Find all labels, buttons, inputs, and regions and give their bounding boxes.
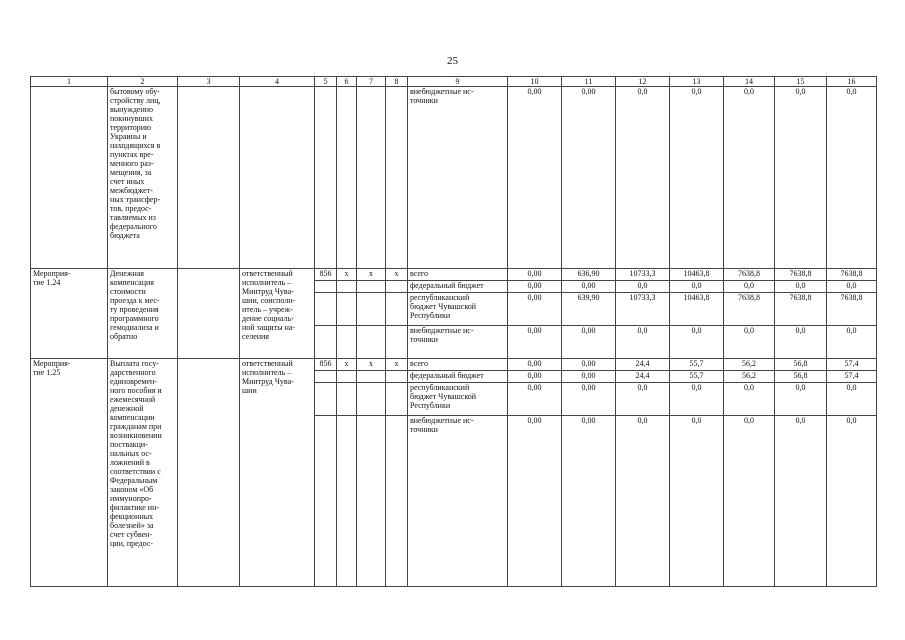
code-cell bbox=[315, 293, 337, 326]
code-cell bbox=[337, 326, 357, 359]
column-number-2: 2 bbox=[108, 77, 178, 87]
column-number-9: 9 bbox=[408, 77, 508, 87]
activity-id: Мероприя- тие 1.25 bbox=[31, 359, 108, 587]
table-row bbox=[31, 359, 877, 371]
value-cell: 0,0 bbox=[827, 326, 877, 359]
code-cell bbox=[386, 383, 408, 416]
value-cell: 7638,8 bbox=[827, 293, 877, 326]
responsible-executor: ответственный исполнитель – Минтруд Чува- шии bbox=[240, 359, 315, 587]
code-cell bbox=[357, 326, 386, 359]
value-cell: 0,0 bbox=[724, 383, 775, 416]
column-number-10: 10 bbox=[508, 77, 562, 87]
column-number-1: 1 bbox=[31, 77, 108, 87]
value-cell: 7638,8 bbox=[724, 269, 775, 281]
value-cell: 0,0 bbox=[827, 416, 877, 587]
column-number-15: 15 bbox=[775, 77, 827, 87]
funding-source: федеральный бюджет bbox=[408, 281, 508, 293]
code-cell bbox=[337, 383, 357, 416]
value-cell: 0,0 bbox=[670, 87, 724, 269]
code-cell bbox=[357, 293, 386, 326]
value-cell: 7638,8 bbox=[827, 269, 877, 281]
funding-source: федеральный бюджет bbox=[408, 371, 508, 383]
code-cell bbox=[357, 383, 386, 416]
activity-description: Выплата госу- дарственного единовремен- ного пособия и ежемесячной денежной компенсации гражданам при возникновении поствакци- нальных ос- ложнений в соответствии с Федеральным законом «Об иммунопро- филактике ин- фекционных болезней» за счет субвен- ции, предос- bbox=[108, 359, 178, 587]
code-cell bbox=[386, 416, 408, 587]
funding-source: республиканский бюджет Чувашской Республики bbox=[408, 293, 508, 326]
column-number-7: 7 bbox=[357, 77, 386, 87]
value-cell: 7638,8 bbox=[775, 269, 827, 281]
value-cell: 0,00 bbox=[562, 326, 616, 359]
column-number-8: 8 bbox=[386, 77, 408, 87]
value-cell: 0,0 bbox=[724, 281, 775, 293]
code-cell bbox=[386, 326, 408, 359]
value-cell: 639,90 bbox=[562, 293, 616, 326]
value-cell: 0,00 bbox=[508, 293, 562, 326]
code-cell bbox=[337, 281, 357, 293]
funding-source: внебюджетные ис- точники bbox=[408, 416, 508, 587]
column-number-4: 4 bbox=[240, 77, 315, 87]
value-cell: 0,0 bbox=[827, 87, 877, 269]
code-cell bbox=[357, 371, 386, 383]
value-cell: 0,0 bbox=[670, 416, 724, 587]
code-cell bbox=[315, 371, 337, 383]
value-cell: 636,90 bbox=[562, 269, 616, 281]
activity-description: бытовому обу- стройству лиц, вынужденно покинувших территорию Украины и находящихся в пунктах вре- менного раз- мещения, за счет иных межбюджет- ных трансфер- тов, предос- тавляемых из федерального бюджета bbox=[108, 87, 178, 269]
code-cell bbox=[357, 87, 386, 269]
value-cell: 0,0 bbox=[724, 326, 775, 359]
value-cell: 0,0 bbox=[775, 87, 827, 269]
funding-source: внебюджетные ис- точники bbox=[408, 87, 508, 269]
value-cell: 0,0 bbox=[670, 281, 724, 293]
code-cell bbox=[337, 87, 357, 269]
code-cell bbox=[386, 371, 408, 383]
code-x: x bbox=[386, 269, 408, 281]
value-cell: 56,2 bbox=[724, 371, 775, 383]
header-row bbox=[31, 77, 877, 87]
page-number: 25 bbox=[447, 55, 458, 67]
code-cell bbox=[337, 371, 357, 383]
value-cell: 56,8 bbox=[775, 359, 827, 371]
code-cell bbox=[315, 326, 337, 359]
budget-code: 856 bbox=[315, 269, 337, 281]
code-cell bbox=[386, 293, 408, 326]
code-x: x bbox=[357, 359, 386, 371]
value-cell: 0,00 bbox=[562, 371, 616, 383]
funding-source: всего bbox=[408, 359, 508, 371]
code-cell bbox=[315, 416, 337, 587]
value-cell: 0,00 bbox=[562, 383, 616, 416]
value-cell: 0,00 bbox=[508, 326, 562, 359]
value-cell: 0,00 bbox=[508, 371, 562, 383]
column-number-6: 6 bbox=[337, 77, 357, 87]
activity-description: Денежная компенсация стоимости проезда к мес- ту проведения программного гемодиализа и обратно bbox=[108, 269, 178, 359]
column-number-3: 3 bbox=[178, 77, 240, 87]
activity-id: Мероприя- тие 1.24 bbox=[31, 269, 108, 359]
column-number-11: 11 bbox=[562, 77, 616, 87]
value-cell: 0,0 bbox=[827, 281, 877, 293]
value-cell: 0,0 bbox=[670, 326, 724, 359]
value-cell: 24,4 bbox=[616, 359, 670, 371]
value-cell: 10733,3 bbox=[616, 269, 670, 281]
table-body bbox=[31, 77, 877, 587]
program-table bbox=[30, 76, 877, 587]
value-cell: 0,00 bbox=[562, 416, 616, 587]
code-cell bbox=[386, 87, 408, 269]
code-x: x bbox=[357, 269, 386, 281]
value-cell: 56,2 bbox=[724, 359, 775, 371]
value-cell: 7638,8 bbox=[724, 293, 775, 326]
value-cell: 57,4 bbox=[827, 371, 877, 383]
value-cell: 0,00 bbox=[562, 359, 616, 371]
value-cell: 0,0 bbox=[775, 326, 827, 359]
value-cell: 0,00 bbox=[508, 416, 562, 587]
code-cell bbox=[315, 383, 337, 416]
funding-source: внебюджетные ис- точники bbox=[408, 326, 508, 359]
column-number-13: 13 bbox=[670, 77, 724, 87]
value-cell: 55,7 bbox=[670, 371, 724, 383]
empty-cell bbox=[178, 87, 240, 269]
code-cell bbox=[315, 87, 337, 269]
value-cell: 0,0 bbox=[670, 383, 724, 416]
empty-cell bbox=[178, 359, 240, 587]
value-cell: 0,00 bbox=[562, 281, 616, 293]
value-cell: 0,0 bbox=[775, 416, 827, 587]
value-cell: 56,8 bbox=[775, 371, 827, 383]
value-cell: 57,4 bbox=[827, 359, 877, 371]
value-cell: 0,00 bbox=[508, 383, 562, 416]
value-cell: 55,7 bbox=[670, 359, 724, 371]
value-cell: 0,0 bbox=[775, 281, 827, 293]
value-cell: 0,0 bbox=[827, 383, 877, 416]
code-x: x bbox=[337, 269, 357, 281]
table-row bbox=[31, 269, 877, 281]
value-cell: 0,00 bbox=[508, 359, 562, 371]
responsible-executor: ответственный исполнитель – Минтруд Чува- шии, соисполн- итель – учреж- дение социаль- ной защиты на- селения bbox=[240, 269, 315, 359]
value-cell: 0,0 bbox=[775, 383, 827, 416]
code-cell bbox=[337, 416, 357, 587]
value-cell: 0,00 bbox=[562, 87, 616, 269]
value-cell: 24,4 bbox=[616, 371, 670, 383]
value-cell: 10463,8 bbox=[670, 293, 724, 326]
code-cell bbox=[357, 416, 386, 587]
funding-source: всего bbox=[408, 269, 508, 281]
budget-code: 856 bbox=[315, 359, 337, 371]
table-row bbox=[31, 87, 877, 269]
value-cell: 0,0 bbox=[616, 326, 670, 359]
value-cell: 0,00 bbox=[508, 269, 562, 281]
value-cell: 0,0 bbox=[616, 416, 670, 587]
value-cell: 10733,3 bbox=[616, 293, 670, 326]
value-cell: 0,00 bbox=[508, 281, 562, 293]
code-x: x bbox=[386, 359, 408, 371]
column-number-5: 5 bbox=[315, 77, 337, 87]
column-number-16: 16 bbox=[827, 77, 877, 87]
value-cell: 10463,8 bbox=[670, 269, 724, 281]
value-cell: 0,0 bbox=[724, 87, 775, 269]
code-cell bbox=[337, 293, 357, 326]
empty-cell bbox=[178, 269, 240, 359]
value-cell: 0,0 bbox=[616, 87, 670, 269]
funding-source: республиканский бюджет Чувашской Республики bbox=[408, 383, 508, 416]
value-cell: 0,00 bbox=[508, 87, 562, 269]
column-number-12: 12 bbox=[616, 77, 670, 87]
column-number-14: 14 bbox=[724, 77, 775, 87]
value-cell: 7638,8 bbox=[775, 293, 827, 326]
code-x: x bbox=[337, 359, 357, 371]
code-cell bbox=[315, 281, 337, 293]
value-cell: 0,0 bbox=[724, 416, 775, 587]
code-cell bbox=[357, 281, 386, 293]
code-cell bbox=[386, 281, 408, 293]
value-cell: 0,0 bbox=[616, 281, 670, 293]
value-cell: 0,0 bbox=[616, 383, 670, 416]
activity-id-cell bbox=[31, 87, 108, 269]
responsible-cell bbox=[240, 87, 315, 269]
